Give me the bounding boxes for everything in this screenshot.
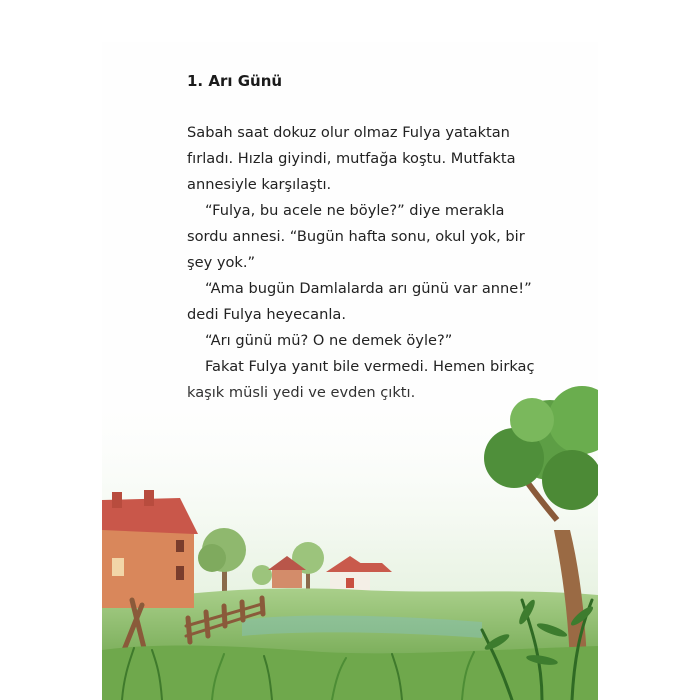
story-line: “Arı günü mü? O ne demek öyle?”: [205, 332, 453, 349]
story-line: “Fulya, bu acele ne böyle?” diye merakla: [205, 202, 505, 219]
red-brick-house: [102, 490, 198, 608]
story-line: dedi Fulya heyecanla.: [187, 306, 347, 323]
story-line: şey yok.”: [187, 254, 256, 271]
story-line: “Ama bugün Damlalarda arı günü var anne!”: [205, 280, 532, 297]
chapter-title: 1. Arı Günü: [187, 72, 283, 90]
story-line: Fakat Fulya yanıt bile vermedi. Hemen birkaç: [205, 358, 535, 375]
story-line: Sabah saat dokuz olur olmaz Fulya yataktan: [187, 124, 510, 141]
story-line: annesiyle karşılaştı.: [187, 176, 332, 193]
story-line: fırladı. Hızla giyindi, mutfağa koştu. Mutfakta: [187, 150, 516, 167]
story-text: [187, 120, 547, 406]
story-line: sordu annesi. “Bugün hafta sonu, okul yok, bir: [187, 228, 525, 245]
countryside-illustration: [102, 380, 598, 700]
